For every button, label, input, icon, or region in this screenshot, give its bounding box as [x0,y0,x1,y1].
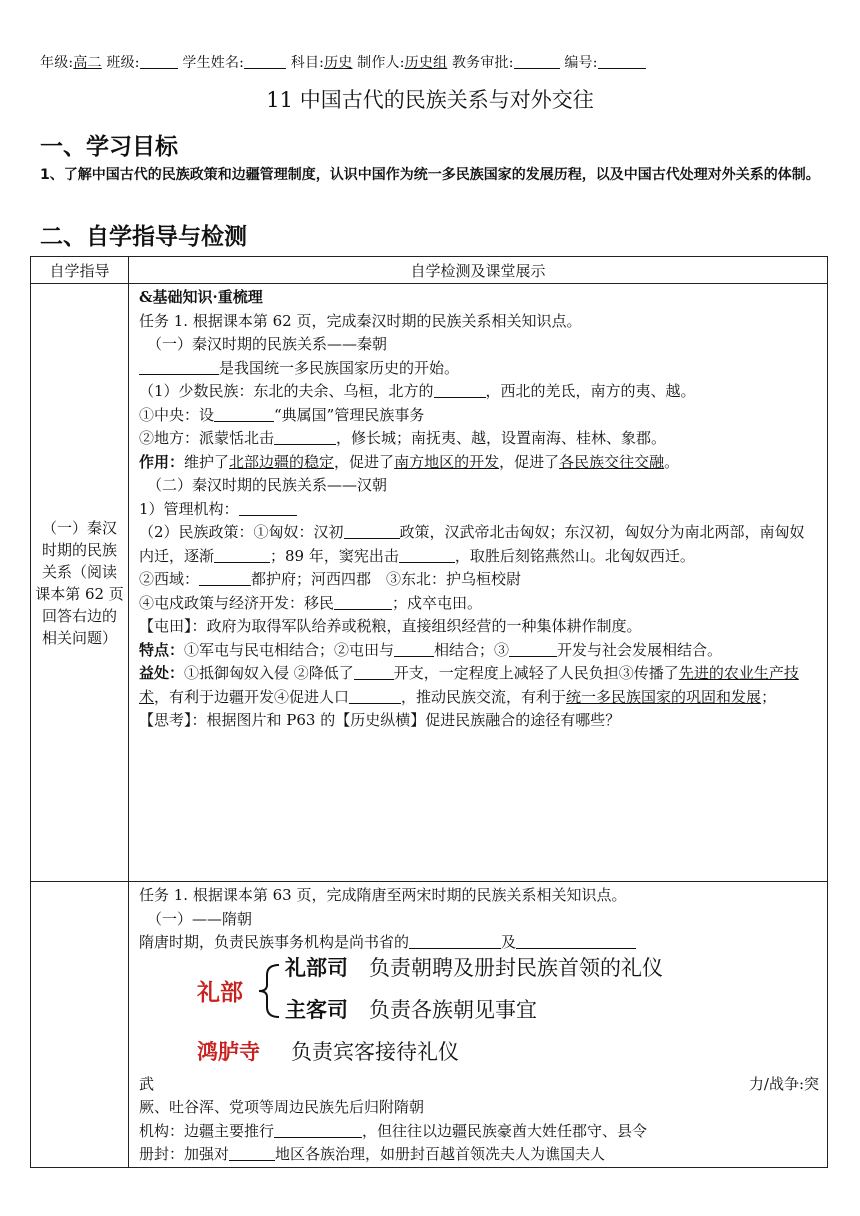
content-cell-suitang [129,882,828,1168]
line-text: 维护了 [184,452,230,471]
fill-line [139,592,819,616]
tuntian-definition: 【屯田】：政府为取得军队给养或税粮，直接组织经营的一种集体耕作制度。 [139,617,642,635]
underlined-text: 北部边疆的稳定 [229,452,335,471]
brace-icon [257,961,283,1021]
subject-value: 历史 [324,55,353,71]
line-text: 机构：边疆主要推行 [139,1121,275,1140]
student-blank [244,54,286,69]
line-text: ，修长城；南抚夷、越，设置南海、桂林、象郡。 [336,429,667,447]
line-text: ④屯戍政策与经济开发：移民 [139,593,335,612]
line-text: “典属国”管理民族事务 [274,405,425,424]
line-text: ，西北的羌氐，南方的夷、越。 [485,382,696,400]
line-text: ②西域： [139,570,200,588]
subheading-han: （二）秦汉时期的民族关系——汉朝 [147,476,388,494]
answer-blank[interactable] [199,571,251,586]
think-question: 【思考】：根据图片和 P63 的【历史纵横】促进民族融合的途径有哪些？ [139,711,621,729]
line-text: ，推动民族交流，有利于 [401,687,567,706]
task-line: 任务 1. 根据课本第 63 页，完成隋唐至两宋时期的民族关系相关知识点。 [139,886,627,904]
table-header-guide: 自学指导 [31,257,129,284]
fill-line [139,1143,819,1167]
grade-value: 高二 [73,55,102,71]
worksheet-header [40,52,820,72]
line-text: ②地方：派蒙恬北击 [139,429,275,447]
underlined-text: 先进的农业生产技术 [139,664,799,706]
fill-line [139,380,819,404]
answer-blank[interactable] [394,642,434,657]
honglusi-desc: 负责宾客接待礼仪 [291,1039,459,1064]
answer-blank[interactable] [434,383,486,398]
class-blank [140,54,178,69]
guide-cell-qinhan: （一）秦汉时期的民族关系（阅读课本第 62 页回答右边的相关问题） [31,284,129,882]
section-heading-selfstudy: 二、自学指导与检测 [40,224,247,250]
line-text: 武 [139,1074,155,1093]
zhukesi-label: 主客司 [285,997,348,1022]
page-title: 11 中国古代的民族关系与对外交往 [266,88,594,112]
line-text: 开发与社会发展相结合。 [557,640,723,659]
fill-line [139,404,819,428]
effect-label: 作用： [139,452,185,471]
answer-blank[interactable] [274,1123,362,1138]
line-text: 政策，汉武帝北击匈奴；东汉初，匈奴分为南北两部，南匈奴内迁，逐渐 [139,523,805,565]
answer-blank[interactable] [344,524,400,539]
line-text: ，促进了 [499,452,560,471]
answer-blank[interactable] [399,548,455,563]
fill-line [139,1120,819,1144]
line-text: 及 [501,933,517,951]
line-text: 力/战争:突 [748,1074,819,1093]
answer-blank[interactable] [214,407,274,422]
features-line [139,639,819,663]
line: 厥、吐谷浑、党项等周边民族先后归附隋朝 [139,1098,425,1116]
effect-line [139,451,819,475]
libusi-label: 礼部司 [285,955,348,980]
line-text: （2）民族政策：①匈奴：汉初 [139,523,344,541]
author-label: 制作人: [357,55,405,71]
honglusi-label: 鸿胪寺 [197,1039,260,1064]
review-blank [514,54,560,69]
line-text: ①中央：设 [139,405,215,424]
section-heading-goals: 一、学习目标 [40,134,178,160]
underlined-text: 南方地区的开发 [394,452,500,471]
line-text: ，取胜后刻铭燕然山。北匈奴西迁。 [454,546,695,565]
benefits-label: 益处： [139,664,185,682]
zhukesi-desc: 负责各族朝见事宜 [369,997,537,1022]
line-text: ；89 年，窦宪出击 [270,546,399,565]
answer-blank[interactable] [334,595,392,610]
fill-line [139,521,819,568]
review-label: 教务审批: [451,55,514,71]
line-text: ； [761,687,777,706]
answer-blank[interactable] [214,548,270,563]
line-text: 都护府；河西四郡 ③东北：护乌桓校尉 [251,570,522,588]
line-text: ，有利于边疆开发④促进人口 [154,687,350,706]
answer-blank[interactable] [354,665,394,680]
table-header-check: 自学检测及课堂展示 [129,257,828,284]
answer-blank[interactable] [229,1146,275,1161]
answer-blank[interactable] [516,934,636,949]
answer-blank[interactable] [139,360,219,375]
line-text: 地区各族治理，如册封百越首领冼夫人为谯国夫人 [275,1145,606,1163]
class-label: 班级: [106,55,140,71]
author-value: 历史组 [404,55,448,71]
ministry-diagram [139,955,819,1073]
answer-blank[interactable] [509,642,557,657]
line-text: 隋唐时期，负责民族事务机构是尚书省的 [139,933,410,951]
line-text: 。 [664,452,680,471]
basic-knowledge-heading: &基础知识·重梳理 [139,288,263,306]
answer-blank[interactable] [239,501,297,516]
line-text: ；戍卒屯田。 [392,593,483,612]
grade-label: 年级: [40,55,74,71]
study-table [30,256,828,1168]
answer-blank[interactable] [274,430,336,445]
line-text: ①抵御匈奴入侵 ②降低了 [184,664,354,682]
line-text: （1）少数民族：东北的夫余、乌桓，北方的 [139,382,434,400]
guide-cell-suitang [31,882,129,1168]
learning-objective: 1、了解中国古代的民族政策和边疆管理制度，认识中国作为统一多民族国家的发展历程，以及中国古代处理对外关系的体制。 [40,167,820,183]
fill-line [139,427,819,451]
libu-label: 礼部 [197,979,243,1006]
split-line [139,1073,819,1097]
line-text: 1）管理机构： [139,499,239,518]
benefits-line [139,662,819,709]
fill-line [139,931,819,955]
line-text: 相结合；③ [434,640,510,659]
subheading-qin: （一）秦汉时期的民族关系——秦朝 [147,335,388,353]
task-line: 任务 1. 根据课本第 62 页，完成秦汉时期的民族关系相关知识点。 [139,311,582,330]
subject-label: 科目: [290,55,325,71]
subheading-sui: （一）——隋朝 [147,909,253,928]
line-text: ，但往往以边疆民族豪酋大姓任郡守、县令 [362,1121,648,1140]
content-cell-qinhan [129,284,828,882]
features-label: 特点： [139,640,185,659]
fill-line [139,568,819,592]
line-text: 是我国统一多民族国家历史的开始。 [219,358,460,377]
answer-blank[interactable] [409,934,501,949]
underlined-text: 各民族交往交融 [559,452,665,471]
number-label: 编号: [564,55,598,71]
underlined-text: 统一多民族国家的巩固和发展 [566,687,762,706]
line-text: ①军屯与民屯相结合；②屯田与 [184,640,395,659]
student-label: 学生姓名: [182,55,245,71]
line-text: 册封：加强对 [139,1145,230,1163]
number-blank [598,54,646,69]
fill-line [139,498,819,522]
line-text: ，促进了 [334,452,395,471]
libusi-desc: 负责朝聘及册封民族首领的礼仪 [369,955,663,980]
fill-line [139,357,819,381]
line-text: 开支，一定程度上减轻了人民负担③传播了 [393,664,679,682]
answer-blank[interactable] [349,689,401,704]
